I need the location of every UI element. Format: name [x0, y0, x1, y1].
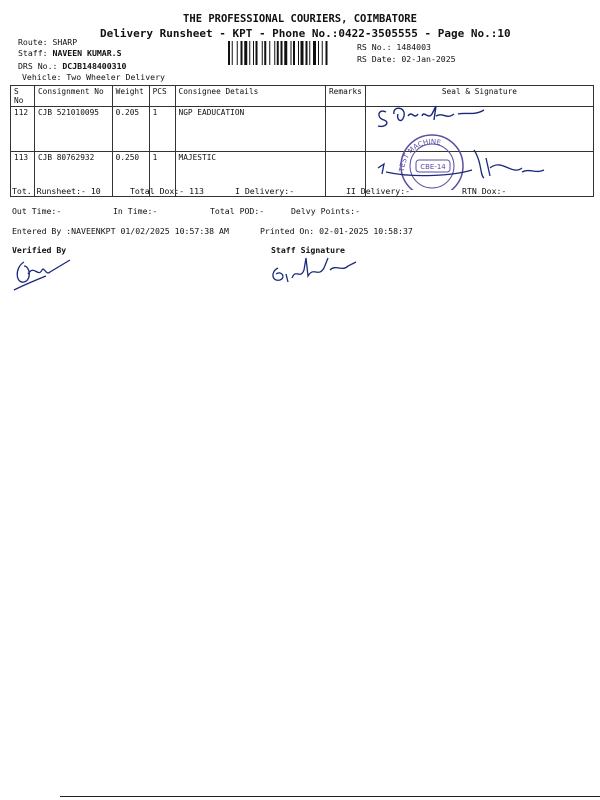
header-sno: S No: [11, 86, 35, 107]
total-dox: Total Dox:- 113: [130, 186, 204, 196]
header-pcs: PCS: [149, 86, 175, 107]
staff-signature-label: Staff Signature: [271, 245, 345, 255]
rs-number: RS No.: 1484003: [357, 42, 431, 52]
cell-consignment: CJB 521010095: [34, 107, 112, 152]
in-time: In Time:-: [113, 206, 158, 216]
verified-by-label: Verified By: [12, 245, 67, 255]
bottom-divider: [60, 796, 600, 797]
header-weight: Weight: [112, 86, 149, 107]
runsheet-subtitle: Delivery Runsheet - KPT - Phone No.:0422-3505555 - Page No.:10: [100, 27, 511, 40]
stamp-code: CBE-14: [420, 163, 446, 171]
stamp-ring-text: TEST MACHINE: [397, 137, 442, 173]
header-seal-signature: Seal & Signature: [365, 86, 593, 107]
cell-weight: 0.205: [112, 107, 149, 152]
cell-weight: 0.250: [112, 152, 149, 197]
cell-consignment: CJB 80762932: [34, 152, 112, 197]
cell-sno: 112: [11, 107, 35, 152]
drs-label: DRS No.:: [18, 61, 63, 71]
ii-delivery: II Delivery:-: [346, 186, 411, 196]
verifier-signature: [10, 254, 80, 294]
staff-name: NAVEEN KUMAR.S: [52, 48, 122, 58]
header-remarks: Remarks: [325, 86, 365, 107]
seal-stamp: [372, 128, 552, 190]
drs-number: DCJB148400310: [62, 61, 127, 71]
entered-by: Entered By :NAVEENKPT 01/02/2025 10:57:38 AM: [12, 226, 229, 236]
barcode: [228, 41, 352, 65]
cell-pcs: 1: [149, 107, 175, 152]
cell-consignee: MAJESTIC: [175, 152, 325, 197]
staff-line: [18, 48, 122, 58]
cell-remarks: [325, 107, 365, 152]
delvy-points: Delvy Points:-: [291, 206, 361, 216]
staff-label: Staff:: [18, 48, 53, 58]
cell-pcs: 1: [149, 152, 175, 197]
total-runsheet: Tot. Runsheet:- 10: [12, 186, 101, 196]
header-consignment: Consignment No: [34, 86, 112, 107]
cell-consignee: NGP EADUCATION: [175, 107, 325, 152]
signature-row-1: [374, 100, 504, 130]
company-title: THE PROFESSIONAL COURIERS, COIMBATORE: [183, 13, 417, 25]
staff-signature: [266, 254, 366, 290]
printed-on: Printed On: 02-01-2025 10:58:37: [260, 226, 413, 236]
i-delivery: I Delivery:-: [235, 186, 295, 196]
route-label: Route: SHARP: [18, 37, 78, 47]
drs-line: [18, 61, 126, 71]
cell-sno: 113: [11, 152, 35, 197]
out-time: Out Time:-: [12, 206, 62, 216]
rtn-dox: RTN Dox:-: [462, 186, 507, 196]
total-pod: Total POD:-: [210, 206, 265, 216]
header-consignee: Consignee Details: [175, 86, 325, 107]
table-header-row: [11, 86, 594, 107]
rs-date: RS Date: 02-Jan-2025: [357, 54, 456, 64]
vehicle-label: Vehicle: Two Wheeler Delivery: [22, 72, 165, 82]
